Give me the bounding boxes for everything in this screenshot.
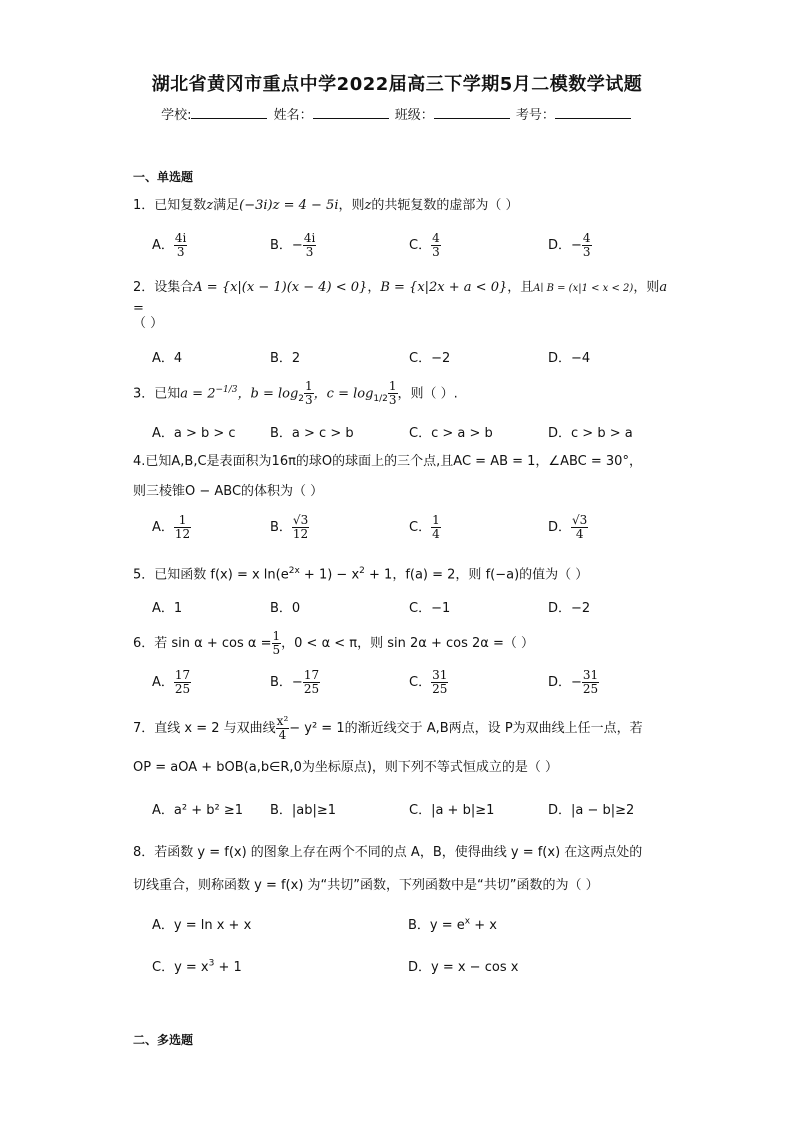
question-3-stem xyxy=(133,380,673,409)
q6-d-frac xyxy=(582,669,599,696)
q2-option-a[interactable]: A．4 xyxy=(152,351,183,366)
q7-option-d[interactable]: D．|a − b|≥2 xyxy=(548,803,635,818)
class-blank[interactable] xyxy=(434,106,510,119)
question-8-line-1: 8．若函数 y = f(x) 的图象上存在两个不同的点 A，B，使得曲线 y = f(x) 在这两点处的 xyxy=(133,845,643,860)
q4-c-label: C． xyxy=(409,520,432,535)
q5-sq: 2 xyxy=(359,566,365,576)
q3-c-den: 3 xyxy=(388,393,397,408)
q3-c-frac xyxy=(388,380,398,407)
question-6-stem xyxy=(133,630,673,657)
question-7-line-2: OP = aOA + bOB(a,b∈R,0为坐标原点)，则下列不等式恒成立的是（ ） xyxy=(133,760,559,775)
page-title: 湖北省黄冈市重点中学2022届高三下学期5月二模数学试题 xyxy=(151,74,643,95)
q3-option-c[interactable]: C．c > a > b xyxy=(409,426,493,441)
q4-a-frac xyxy=(174,514,191,541)
q2-text-b: ，且 xyxy=(507,280,534,295)
q4-b-num: √3 xyxy=(292,513,309,527)
q6-d-den: 25 xyxy=(582,682,599,696)
q4-c-frac xyxy=(431,514,441,541)
q2-text-c: ，则 xyxy=(633,280,660,295)
q6-d-label: D．− xyxy=(548,675,582,690)
q6-option-a[interactable] xyxy=(152,669,191,696)
q1-option-a[interactable] xyxy=(152,232,187,259)
q1-d-frac xyxy=(582,232,592,259)
q3-b-expr: ，b = log xyxy=(237,386,299,402)
q3-b-base: 2 xyxy=(298,393,305,404)
q5-text-c: + 1，f(a) = 2，则 f(−a)的值为（ ） xyxy=(364,567,589,583)
q1-a-frac xyxy=(174,232,187,259)
q3-text-a: 3．已知 xyxy=(133,386,181,402)
q4-c-num: 1 xyxy=(432,513,440,527)
q3-c-num: 1 xyxy=(388,379,397,394)
q4-b-frac xyxy=(292,514,309,541)
q1-c-den: 3 xyxy=(432,245,440,259)
q7-text-a: 7．直线 x = 2 与双曲线 xyxy=(133,721,276,736)
class-label: 班级： xyxy=(394,108,434,123)
q3-option-a[interactable]: A．a > b > c xyxy=(152,426,236,441)
q6-b-num: 17 xyxy=(303,668,320,682)
q6-b-frac xyxy=(303,669,320,696)
q1-b-label: B．− xyxy=(270,238,303,253)
q3-c-expr: ，c = log xyxy=(313,386,374,402)
q6-a-den: 25 xyxy=(174,682,191,696)
question-4-line-1: 4.已知A,B,C是表面积为16π的球O的球面上的三个点,且AC = AB = 1，∠ABC = 30°， xyxy=(133,454,642,469)
q8-option-b[interactable] xyxy=(408,914,497,933)
q1-d-label: D．− xyxy=(548,238,582,253)
q8-b-exp: x xyxy=(464,916,471,927)
q6-c-label: C． xyxy=(409,675,432,690)
q6-a-num: 17 xyxy=(174,668,191,682)
q3-c-base: 1/2 xyxy=(373,393,388,404)
q1-c-label: C． xyxy=(409,238,432,253)
q8-b-label: B．y = e xyxy=(408,918,465,933)
q6-c-num: 31 xyxy=(432,668,448,682)
q3-tail: ，则（ ）. xyxy=(397,386,458,402)
q5-option-a[interactable]: A．1 xyxy=(152,601,183,616)
q7-option-b[interactable]: B．|ab|≥1 xyxy=(270,803,337,818)
q1-d-num: 4 xyxy=(582,231,591,245)
q6-frac xyxy=(272,630,282,657)
number-blank[interactable] xyxy=(555,106,631,119)
number-label: 考号： xyxy=(515,108,555,123)
question-7-stem xyxy=(133,715,673,742)
q1-d-den: 3 xyxy=(582,245,591,259)
q7-option-c[interactable]: C．|a + b|≥1 xyxy=(409,803,495,818)
q2-set-b: B = {x|2x + a < 0} xyxy=(380,280,508,295)
question-8-line-2: 切线重合，则称函数 y = f(x) 为“共切”函数，下列函数中是“共切”函数的为（ ） xyxy=(133,878,599,893)
question-2-stem xyxy=(133,278,673,319)
q1-a-den: 3 xyxy=(176,245,185,259)
question-1-stem xyxy=(133,196,673,216)
q1-c-num: 4 xyxy=(432,231,440,245)
q1-option-d[interactable] xyxy=(548,232,592,259)
q7-num: x² xyxy=(276,714,289,728)
q4-option-b[interactable] xyxy=(270,514,309,541)
q4-b-label: B． xyxy=(270,520,292,535)
q6-b-label: B．− xyxy=(270,675,303,690)
q3-option-d[interactable]: D．c > b > a xyxy=(548,426,633,441)
q1-a-num: 4i xyxy=(174,231,187,245)
question-5-stem xyxy=(133,561,673,585)
q1-b-num: 4i xyxy=(303,231,316,245)
q1-var-z: z xyxy=(206,198,214,213)
q2-tail: a = xyxy=(133,280,668,316)
q3-a-expr: a = 2 xyxy=(180,386,216,402)
q6-den: 5 xyxy=(272,643,281,657)
school-blank[interactable] xyxy=(191,106,267,119)
q6-text-a: 6．若 sin α + cos α = xyxy=(133,636,272,651)
q8-c-label: C．y = x xyxy=(152,960,209,975)
q7-den: 4 xyxy=(278,728,287,742)
q1-b-den: 3 xyxy=(305,245,314,259)
q4-d-frac xyxy=(571,514,588,541)
q2-option-c[interactable]: C．−2 xyxy=(409,351,451,366)
q6-option-d[interactable] xyxy=(548,669,599,696)
q4-b-den: 12 xyxy=(292,527,309,541)
q3-b-num: 1 xyxy=(305,379,313,394)
q1-c-frac xyxy=(431,232,441,259)
q1-b-frac xyxy=(303,232,316,259)
q5-option-d[interactable]: D．−2 xyxy=(548,601,591,616)
q5-text-b: + 1) − x xyxy=(299,567,360,583)
q6-num: 1 xyxy=(272,629,281,643)
q2-condition: A∣ B = (x|1 < x < 2) xyxy=(533,283,634,294)
question-4-line-2: 则三棱锥O − ABC的体积为（ ） xyxy=(133,484,324,499)
q6-a-label: A． xyxy=(152,675,174,690)
section-single-choice: 一、单选题 xyxy=(133,170,194,184)
q5-exp: 2x xyxy=(288,566,300,576)
q4-a-num: 1 xyxy=(174,514,191,528)
q1-text-b: 满足 xyxy=(213,198,240,213)
q4-d-num: √3 xyxy=(572,513,588,527)
q6-text-b: ，0 < α < π，则 sin 2α + cos 2α =（ ） xyxy=(281,636,535,651)
q6-c-frac xyxy=(431,669,448,696)
q8-b-tail: + x xyxy=(470,918,497,933)
q7-frac xyxy=(276,715,290,742)
q6-option-b[interactable] xyxy=(270,669,320,696)
q5-option-c[interactable]: C．−1 xyxy=(409,601,451,616)
q3-a-exp: −1/3 xyxy=(215,385,238,395)
q3-b-den: 3 xyxy=(305,393,313,408)
q4-option-c[interactable] xyxy=(409,514,441,541)
student-info-row xyxy=(0,104,794,123)
q8-option-a[interactable]: A．y = ln x + x xyxy=(152,918,252,933)
q5-text-a: 5．已知函数 f(x) = x ln(e xyxy=(133,567,289,583)
q1-option-b[interactable] xyxy=(270,232,316,259)
section-multi-choice: 二、多选题 xyxy=(133,1033,194,1047)
q6-c-den: 25 xyxy=(432,682,448,696)
q3-b-frac xyxy=(304,380,314,407)
q8-c-exp: 3 xyxy=(208,958,215,969)
school-label: 学校: xyxy=(161,108,192,123)
q4-option-a[interactable] xyxy=(152,514,191,541)
q4-d-label: D． xyxy=(548,520,572,535)
q2-option-b[interactable]: B．2 xyxy=(270,351,301,366)
q6-d-num: 31 xyxy=(582,668,599,682)
q7-text-b: − y² = 1的渐近线交于 A,B两点，设 P为双曲线上任一点，若 xyxy=(289,721,643,736)
q3-option-b[interactable]: B．a > c > b xyxy=(270,426,354,441)
q8-option-d[interactable]: D．y = x − cos x xyxy=(408,960,519,975)
q1-a-label: A． xyxy=(152,238,174,253)
q4-d-den: 4 xyxy=(575,527,584,541)
q2-option-d[interactable]: D．−4 xyxy=(548,351,591,366)
name-blank[interactable] xyxy=(313,106,389,119)
q4-a-den: 12 xyxy=(174,527,191,541)
q2-set-a: A = {x|(x − 1)(x − 4) < 0} xyxy=(193,280,368,295)
name-label: 姓名： xyxy=(273,108,313,123)
q7-option-a[interactable]: A．a² + b² ≥1 xyxy=(152,803,243,818)
q1-equation: (−3i)z = 4 − 5i xyxy=(239,198,339,213)
q6-a-frac xyxy=(174,669,191,696)
q2-sep: ， xyxy=(367,280,381,295)
q1-var-z2: z xyxy=(364,198,372,213)
q2-text-a: 2．设集合 xyxy=(133,280,194,295)
q6-option-c[interactable] xyxy=(409,669,448,696)
q8-option-c[interactable] xyxy=(152,956,242,975)
q4-option-d[interactable] xyxy=(548,514,588,541)
q1-text-d: ，则 xyxy=(338,198,365,213)
q6-b-den: 25 xyxy=(303,682,320,696)
q4-c-den: 4 xyxy=(432,527,440,541)
q1-option-c[interactable] xyxy=(409,232,441,259)
q8-c-tail: + 1 xyxy=(214,960,242,975)
q5-option-b[interactable]: B．0 xyxy=(270,601,301,616)
question-2-paren: （ ） xyxy=(133,316,164,331)
q4-a-label: A． xyxy=(152,520,174,535)
q1-text-a: 1．已知复数 xyxy=(133,198,207,213)
q1-text-e: 的共轭复数的虚部为（ ） xyxy=(371,198,519,213)
